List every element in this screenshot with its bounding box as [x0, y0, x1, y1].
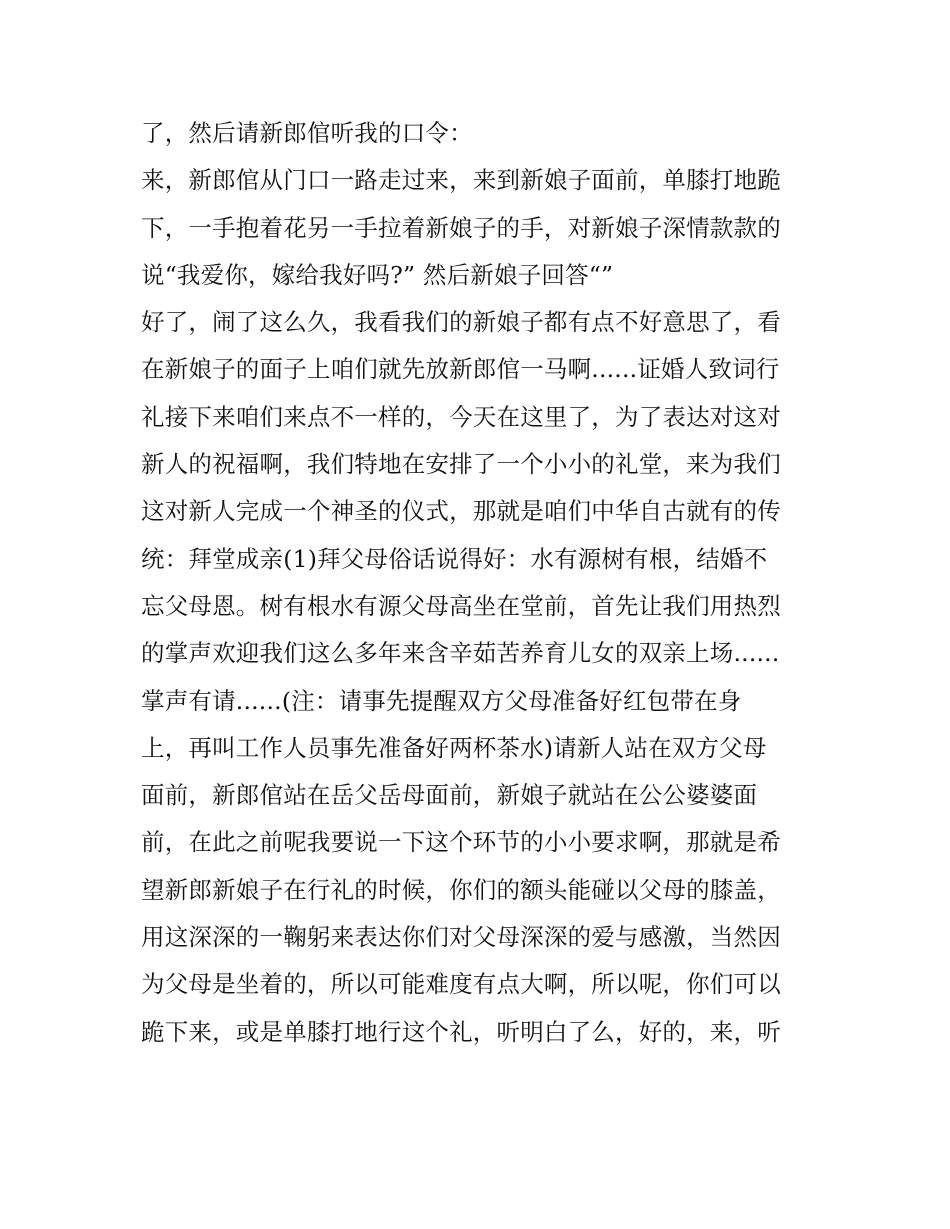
text-line: 为父母是坐着的，所以可能难度有点大啊，所以呢，你们可以	[141, 970, 781, 999]
text-line: 忘父母恩。树有根水有源父母高坐在堂前，首先让我们用热烈	[141, 591, 781, 620]
text-line: 好了，闹了这么久，我看我们的新娘子都有点不好意思了，看	[141, 308, 781, 337]
text-line: 在新娘子的面子上咱们就先放新郎倌一马啊......证婚人致词行	[141, 355, 780, 384]
text-line: 用这深深的一鞠躬来表达你们对父母深深的爱与感激，当然因	[141, 923, 781, 952]
text-line: 掌声有请......(注：请事先提醒双方父母准备好红包带在身	[141, 686, 742, 715]
text-line: 礼接下来咱们来点不一样的，今天在这里了，为了表达对这对	[141, 402, 781, 431]
text-line: 面前，新郎倌站在岳父岳母面前，新娘子就站在公公婆婆面	[141, 781, 758, 810]
text-line: 这对新人完成一个神圣的仪式，那就是咱们中华自古就有的传	[141, 497, 781, 526]
text-line: 望新郎新娘子在行礼的时候，你们的额头能碰以父母的膝盖，	[141, 875, 781, 904]
text-line: 新人的祝福啊，我们特地在安排了一个小小的礼堂，来为我们	[141, 450, 781, 479]
text-line: 来，新郎倌从门口一路走过来，来到新娘子面前，单膝打地跪	[141, 166, 781, 195]
text-line: 上，再叫工作人员事先准备好两杯茶水)请新人站在双方父母	[141, 733, 767, 762]
text-line: 了，然后请新郎倌听我的口令：	[141, 119, 473, 147]
text-line: 统：拜堂成亲(1)拜父母俗话说得好：水有源树有根，结婚不	[141, 544, 768, 573]
body-text	[141, 112, 821, 1058]
text-line: 说“我爱你，嫁给我好吗?” 然后新娘子回答“”	[141, 260, 614, 289]
text-line: 的掌声欢迎我们这么多年来含辛茹苦养育儿女的双亲上场......	[141, 639, 780, 668]
text-line: 下，一手抱着花另一手拉着新娘子的手，对新娘子深情款款的	[141, 213, 781, 242]
text-line: 跪下来，或是单膝打地行这个礼，听明白了么，好的，来，听	[141, 1017, 781, 1046]
text-line: 前，在此之前呢我要说一下这个环节的小小要求啊，那就是希	[141, 828, 781, 857]
